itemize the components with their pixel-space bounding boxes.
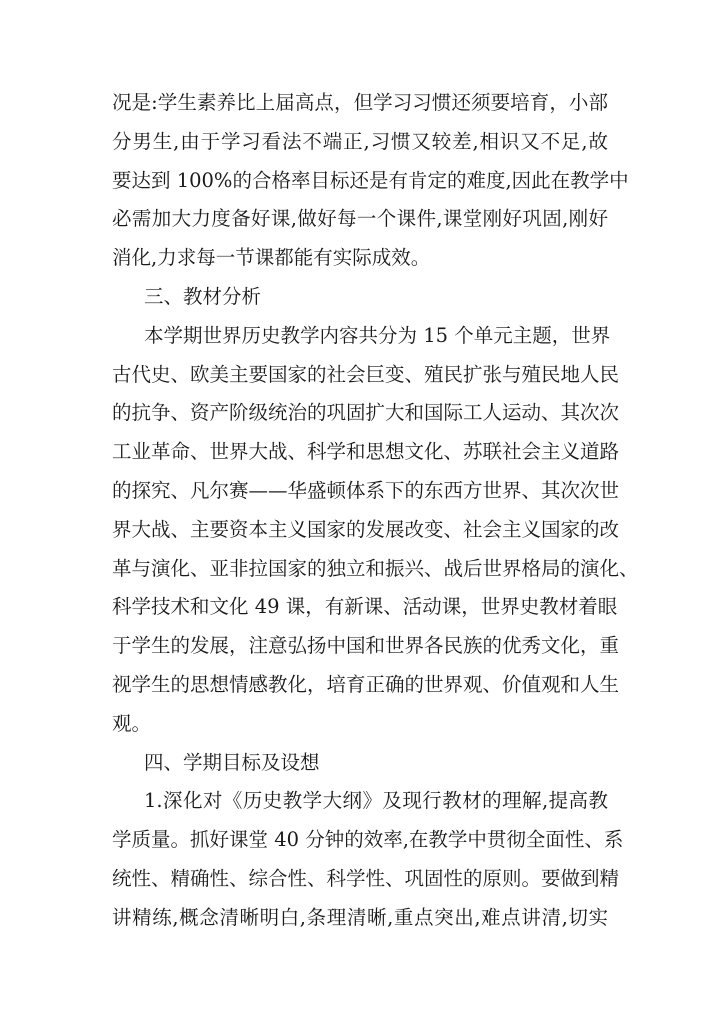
paragraph-line: 本学期世界历史教学内容共分为 15 个单元主题，世界: [144, 323, 611, 347]
paragraph-line: 的抗争、资产阶级统治的巩固扩大和国际工人运动、其次次: [112, 401, 620, 425]
paragraph-line: 的探究、凡尔赛——华盛顿体系下的东西方世界、其次次世: [112, 478, 620, 502]
paragraph-line: 分男生,由于学习看法不端正,习惯又较差,相识又不足,故: [112, 129, 608, 153]
paragraph-line: 古代史、欧美主要国家的社会巨变、殖民扩张与殖民地人民: [112, 362, 620, 386]
paragraph-line: 界大战、主要资本主义国家的发展改变、社会主义国家的改: [112, 517, 620, 541]
paragraph-line: 科学技术和文化 49 课，有新课、活动课，世界史教材着眼: [112, 595, 618, 619]
paragraph-line: 1.深化对《历史教学大纲》及现行教材的理解,提高教: [144, 789, 608, 813]
paragraph-line: 必需加大力度备好课,做好每一个课件,课堂刚好巩固,刚好: [112, 207, 608, 231]
paragraph-line: 视学生的思想情感教化，培育正确的世界观、价值观和人生: [112, 672, 620, 696]
paragraph-line: 观。: [112, 711, 152, 735]
paragraph-line: 讲精练,概念清晰明白,条理清晰,重点突出,难点讲清,切实: [112, 905, 608, 929]
section-heading: 三、教材分析: [144, 284, 262, 308]
paragraph-line: 要达到 100%的合格率目标还是有肯定的难度,因此在教学中: [112, 168, 629, 192]
paragraph-line: 于学生的发展，注意弘扬中国和世界各民族的优秀文化，重: [112, 634, 620, 658]
paragraph-line: 学质量。抓好课堂 40 分钟的效率,在教学中贯彻全面性、系: [112, 828, 624, 852]
paragraph-line: 统性、精确性、综合性、科学性、巩固性的原则。要做到精: [112, 866, 620, 890]
paragraph-line: 况是:学生素养比上届高点，但学习习惯还须要培育，小部: [112, 91, 608, 114]
paragraph-line: 消化,力求每一节课都能有实际成效。: [112, 246, 431, 270]
document-body: [112, 84, 639, 938]
paragraph-line: 工业革命、世界大战、科学和思想文化、苏联社会主义道路: [112, 440, 620, 464]
section-heading: 四、学期目标及设想: [144, 750, 320, 774]
paragraph-line: 革与演化、亚非拉国家的独立和振兴、战后世界格局的演化、: [112, 556, 639, 580]
